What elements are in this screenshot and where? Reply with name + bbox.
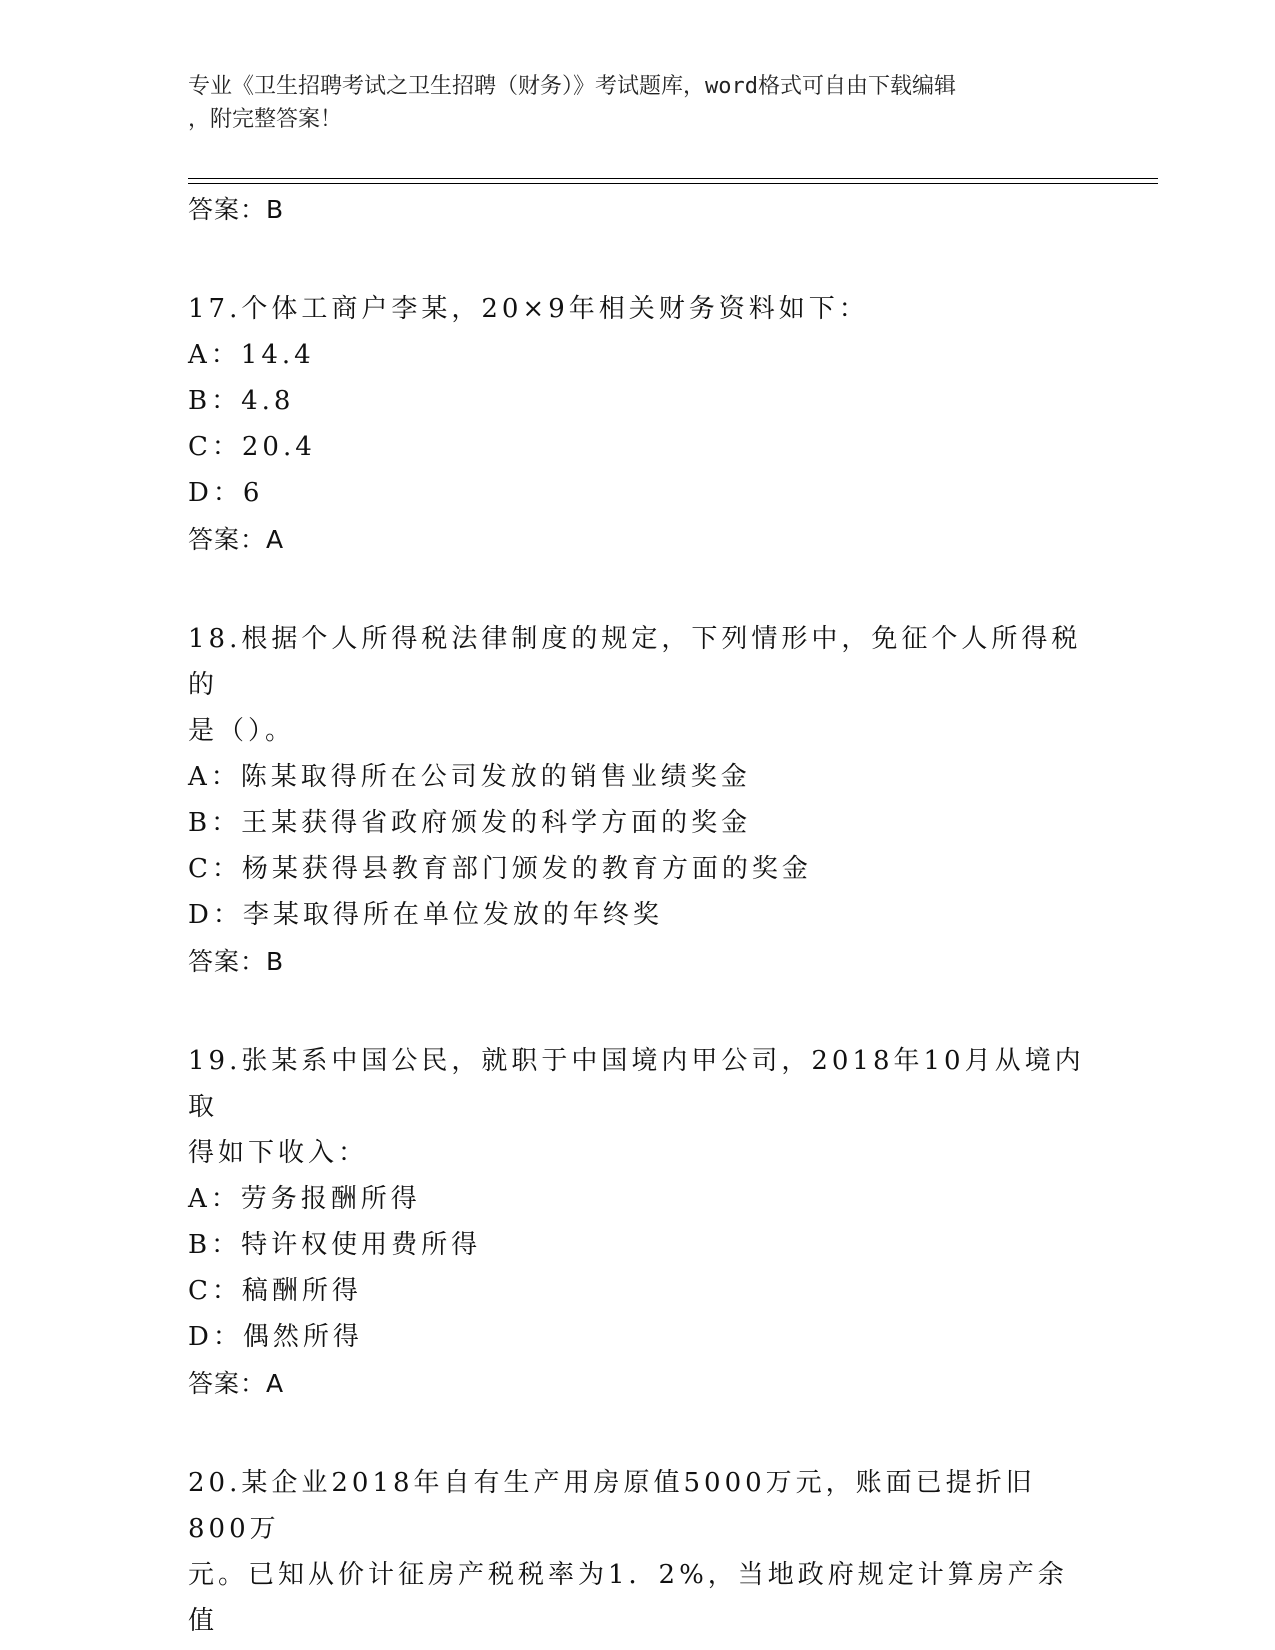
header-divider-top [188, 178, 1158, 179]
answer-line: 答案：B [188, 195, 285, 224]
spacer [188, 1408, 1088, 1460]
answer-line: 答案：A [188, 1369, 285, 1398]
question-stem: 17.个体工商户李某，20×9年相关财务资料如下： [188, 294, 869, 324]
header-line-1: 专业《卫生招聘考试之卫生招聘（财务）》考试题库，word格式可自由下载编辑 [188, 74, 956, 99]
option-d: D：6 [188, 478, 264, 508]
question-block [188, 286, 1088, 564]
question-stem: 20.某企业2018年自有生产用房原值5000万元，账面已提折旧800万 [188, 1468, 1036, 1544]
question-stem: 18.根据个人所得税法律制度的规定，下列情形中，免征个人所得税的 [188, 624, 1082, 700]
question-stem-continued: 是（）。 [188, 716, 296, 746]
option-b: B：王某获得省政府颁发的科学方面的奖金 [188, 808, 752, 838]
option-a: A：14.4 [188, 340, 315, 370]
option-a: A：陈某取得所在公司发放的销售业绩奖金 [188, 762, 751, 792]
option-d: D：偶然所得 [188, 1322, 363, 1352]
option-c: C：20.4 [188, 432, 316, 462]
option-c: C：杨某获得县教育部门颁发的教育方面的奖金 [188, 854, 812, 884]
question-block [188, 1460, 1088, 1644]
header-divider-bottom [188, 183, 1158, 184]
spacer [188, 234, 1088, 286]
question-stem-continued: 元。已知从价计征房产税税率为1．2%，当地政府规定计算房产余值 [188, 1560, 1068, 1636]
spacer [188, 986, 1088, 1038]
document-header [188, 70, 1068, 136]
question-stem: 19.张某系中国公民，就职于中国境内甲公司，2018年10月从境内取 [188, 1046, 1085, 1122]
answer-line: 答案：B [188, 947, 285, 976]
header-line-2: ，附完整答案！ [188, 107, 343, 132]
answer-line: 答案：A [188, 525, 285, 554]
spacer [188, 564, 1088, 616]
question-stem-continued: 得如下收入： [188, 1138, 369, 1168]
option-c: C：稿酬所得 [188, 1276, 362, 1306]
option-b: B：4.8 [188, 386, 295, 416]
question-list [188, 186, 1088, 1644]
option-b: B：特许权使用费所得 [188, 1230, 482, 1260]
option-a: A：劳务报酬所得 [188, 1184, 421, 1214]
option-d: D：李某取得所在单位发放的年终奖 [188, 900, 663, 930]
question-block [188, 1038, 1088, 1408]
question-block [188, 616, 1088, 986]
